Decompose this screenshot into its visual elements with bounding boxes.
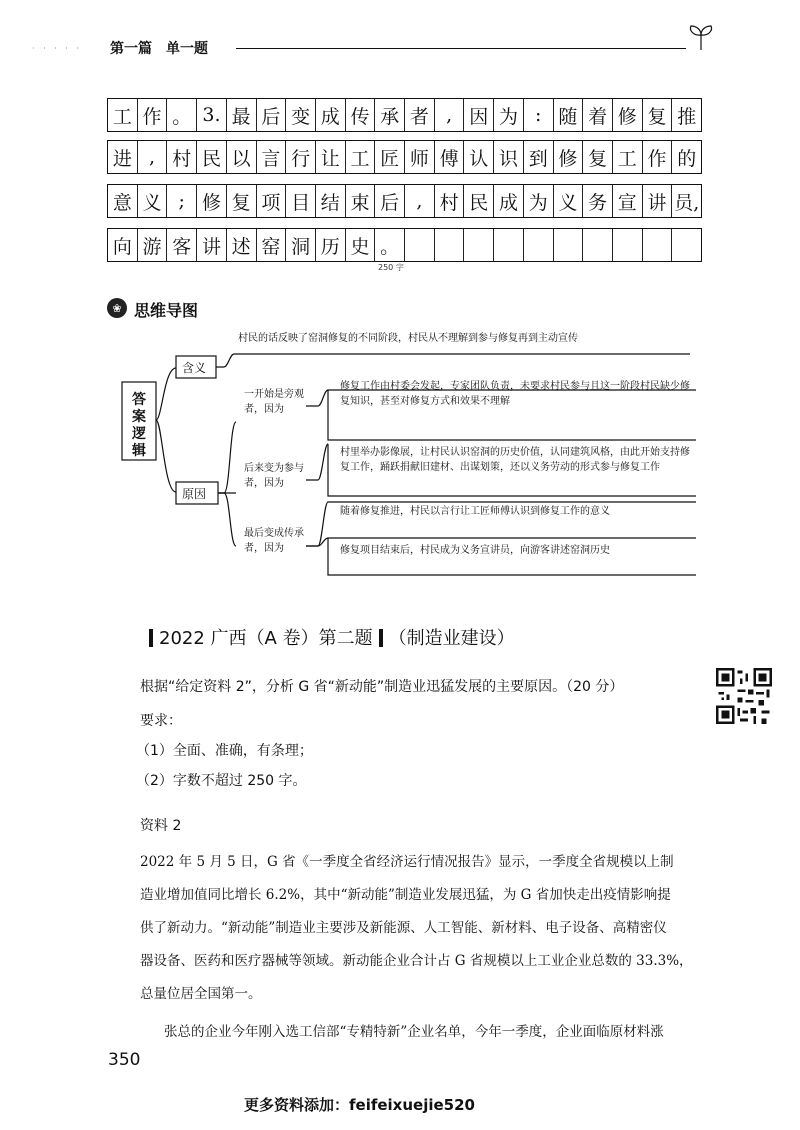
grid-cell: 述: [227, 229, 257, 261]
grid-cell: 民: [197, 141, 227, 173]
meaning-text: 村民的话反映了窑洞修复的不同阶段，村民从不理解到参与修复再到主动宣传: [238, 333, 578, 344]
grid-row: [107, 140, 702, 174]
grid-cell: :: [524, 99, 554, 131]
grid-cell: 目: [286, 185, 316, 217]
grid-cell: 复: [643, 99, 673, 131]
mind-map-title: 思维导图: [134, 301, 199, 320]
grid-cell: 进: [108, 141, 138, 173]
grid-cell: [524, 229, 554, 261]
material-line: 张总的企业今年刚入选工信部“专精特新”企业名单，今年一季度，企业面临原材料涨: [164, 1024, 664, 1040]
grid-cell: 务: [583, 185, 613, 217]
grid-cell: 让: [316, 141, 346, 173]
section-heading: [143, 624, 515, 650]
stage-label: 后来变为参与者，因为: [244, 463, 304, 489]
grid-cell: 者: [405, 99, 435, 131]
footer-note: 更多资料添加：feifeixuejie520: [244, 1096, 475, 1114]
grid-cell: [435, 229, 465, 261]
requirement-item: （1）全面、准确，有条理；: [136, 743, 313, 759]
grid-cell: ,: [138, 141, 168, 173]
grid-cell: 宣: [613, 185, 643, 217]
question-prompt: 根据“给定资料 2”，分析 G 省“新动能”制造业迅猛发展的主要原因。（20 分）: [140, 679, 624, 695]
grid-cell: 后: [257, 99, 287, 131]
grid-cell: 成: [316, 99, 346, 131]
grid-cell: 窑: [257, 229, 287, 261]
heading-bar: [149, 629, 153, 647]
grid-cell: 客: [167, 229, 197, 261]
grid-cell: 游: [138, 229, 168, 261]
grid-cell: [494, 229, 524, 261]
grid-cell: 以: [227, 141, 257, 173]
reason-label: 原因: [182, 487, 207, 501]
material-line: 2022 年 5 月 5 日，G 省《一季度全省经济运行情况报告》显示，一季度全省规模以上制: [140, 854, 674, 870]
grid-cell: 义: [138, 185, 168, 217]
grid-cell: [613, 229, 643, 261]
section-topic: （制造业建设）: [388, 628, 515, 649]
grid-cell: 言: [257, 141, 287, 173]
stage-label: 一开始是旁观者，因为: [244, 389, 304, 415]
grid-cell: [672, 229, 701, 261]
grid-cell: 因: [464, 99, 494, 131]
grid-cell: [583, 229, 613, 261]
section-title: 2022 广西（A 卷）第二题: [159, 628, 373, 649]
grid-cell: 修: [613, 99, 643, 131]
grid-cell: 意: [108, 185, 138, 217]
grid-cell: 着: [583, 99, 613, 131]
mind-map-icon: ❀: [107, 298, 127, 318]
word-count-mark: 250 字: [378, 263, 404, 272]
grid-cell: 村: [167, 141, 197, 173]
grid-cell: 向: [108, 229, 138, 261]
grid-cell: 民: [464, 185, 494, 217]
grid-cell: 洞: [286, 229, 316, 261]
stage-point: 修复项目结束后，村民成为义务宣讲员，向游客讲述窑洞历史: [340, 545, 610, 556]
heading-bar: [379, 629, 383, 647]
material-line: 总量位居全国第一。: [140, 986, 262, 1002]
grid-cell: 传: [346, 99, 376, 131]
grid-row: [107, 98, 702, 132]
grid-cell: 历: [316, 229, 346, 261]
grid-cell: ,: [405, 185, 435, 217]
grid-cell: 推: [677, 105, 697, 128]
grid-cell: 行: [286, 141, 316, 173]
stage-point: 村里举办影像展，让村民认识窑洞的历史价值，认同建筑风格，由此开始支持修复工作，踊跃捐献旧建材、出谋划策，还以义务劳动的形式参与修复工作: [340, 447, 690, 473]
grid-cell: ;: [167, 185, 197, 217]
material-title: 资料 2: [140, 818, 182, 834]
grid-cell: 讲: [197, 229, 227, 261]
header-rule: [236, 48, 686, 49]
grid-cell: 复: [227, 185, 257, 217]
page-number: 350: [108, 1050, 141, 1070]
grid-cell: 作: [138, 99, 168, 131]
grid-cell: 讲: [643, 185, 673, 217]
grid-cell: 束: [346, 185, 376, 217]
requirement-item: （2）字数不超过 250 字。: [136, 773, 307, 789]
grid-cell: 复: [583, 141, 613, 173]
grid-cell: 义: [554, 185, 584, 217]
material-line: 器设备、医药和医疗器械等领域。新动能企业合计占 G 省规模以上工业企业总数的 33.3%，: [140, 953, 693, 969]
sprout-icon: [683, 22, 719, 52]
mind-map-root: 答案逻辑: [132, 392, 146, 459]
grid-cell: 工: [613, 141, 643, 173]
grid-cell: 成: [494, 185, 524, 217]
grid-cell: 匠: [375, 141, 405, 173]
grid-cell: 修: [554, 141, 584, 173]
grid-cell: 认: [464, 141, 494, 173]
grid-cell: 为: [524, 185, 554, 217]
grid-row: [107, 228, 702, 262]
grid-cell: [554, 229, 584, 261]
grid-cell: ,: [435, 99, 465, 131]
meaning-label: 含义: [182, 361, 207, 375]
grid-cell: [464, 229, 494, 261]
grid-cell: 傅: [435, 141, 465, 173]
qr-code-icon[interactable]: [716, 668, 772, 724]
grid-cell: 随: [554, 99, 584, 131]
requirements-title: 要求：: [140, 713, 182, 729]
grid-cell: [405, 229, 435, 261]
grid-cell: 为: [494, 99, 524, 131]
grid-cell: 3.: [197, 99, 227, 131]
grid-cell: 的: [677, 147, 697, 170]
grid-cell: 项: [257, 185, 287, 217]
grid-cell: 到: [524, 141, 554, 173]
grid-cell: 最: [227, 99, 257, 131]
grid-cell: 识: [494, 141, 524, 173]
header-dots: · · · · ·: [32, 44, 82, 53]
grid-row: [107, 184, 702, 218]
grid-cell: 后: [375, 185, 405, 217]
stage-point: 修复工作由村委会发起，专家团队负责，未要求村民参与且这一阶段村民缺少修复知识，甚至对修复方式和效果不理解: [340, 381, 690, 407]
grid-cell: 村: [435, 185, 465, 217]
grid-cell: 。: [167, 99, 197, 131]
grid-cell: 修: [197, 185, 227, 217]
grid-cell: 变: [286, 99, 316, 131]
stage-label: 最后变成传承者，因为: [244, 528, 304, 554]
grid-cell: 工: [346, 141, 376, 173]
grid-cell: 作: [643, 141, 673, 173]
grid-cell: 史: [346, 229, 376, 261]
grid-cell: 工: [108, 99, 138, 131]
grid-cell: 师: [405, 141, 435, 173]
grid-cell: 承: [375, 99, 405, 131]
material-line: 供了新动力。“新动能”制造业主要涉及新能源、人工智能、新材料、电子设备、高精密仪: [140, 920, 667, 936]
grid-cell: 。: [375, 229, 405, 261]
grid-cell: [643, 229, 673, 261]
grid-cell: 员,: [674, 191, 700, 214]
grid-cell: 结: [316, 185, 346, 217]
material-line: 造业增加值同比增长 6.2%，其中“新动能”制造业发展迅猛，为 G 省加快走出疫情影响提: [140, 887, 671, 903]
running-header: 第一篇 单一题: [110, 41, 208, 57]
stage-point: 随着修复推进，村民以言行让工匠师傅认识到修复工作的意义: [340, 506, 610, 517]
